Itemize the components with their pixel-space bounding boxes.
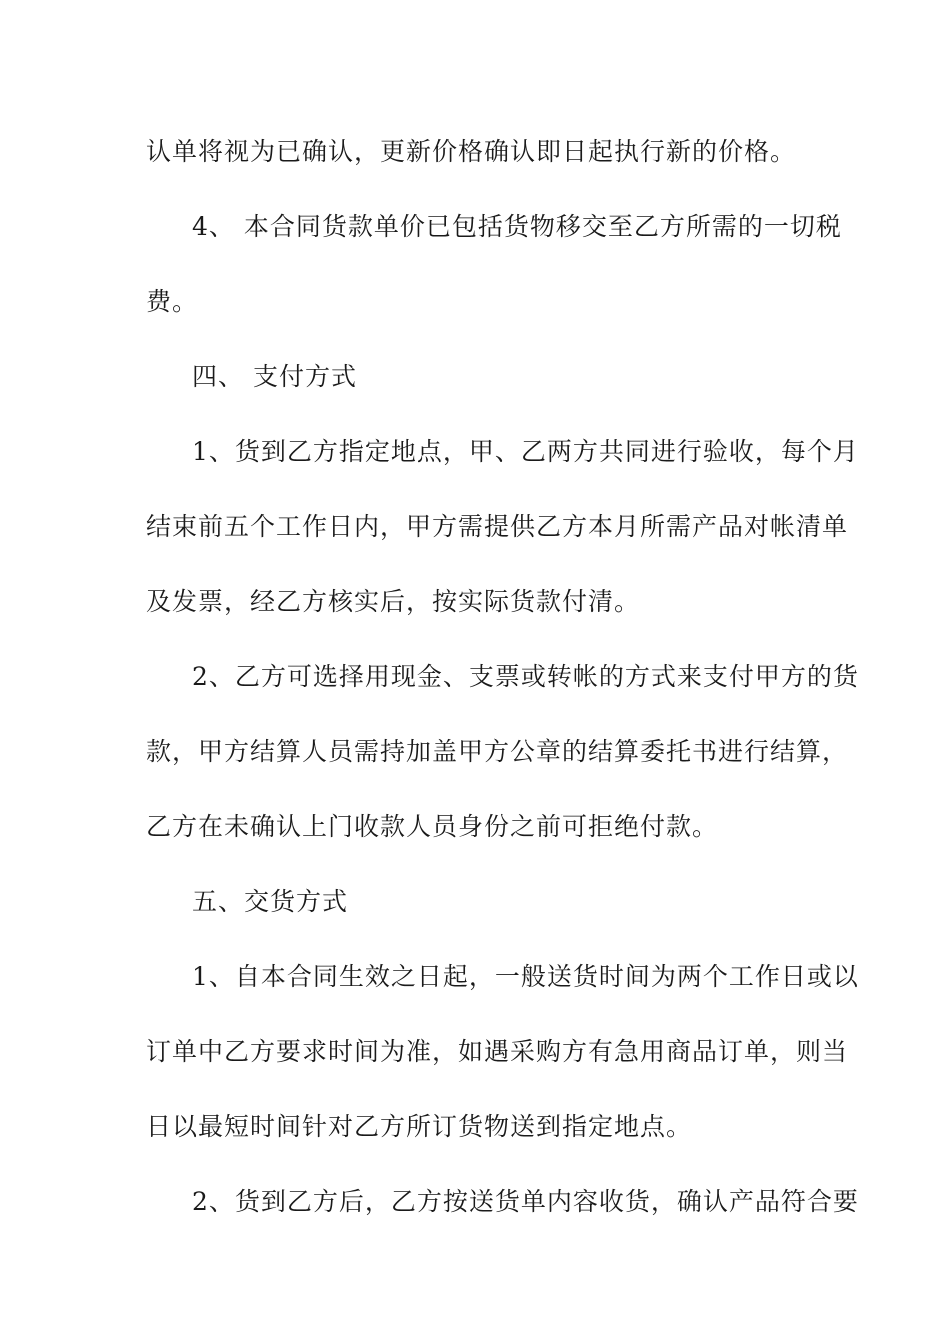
paragraph-line: 日以最短时间针对乙方所订货物送到指定地点。 xyxy=(146,1112,693,1141)
paragraph-line: 2、乙方可选择用现金、支票或转帐的方式来支付甲方的货 xyxy=(192,662,859,691)
paragraph-line: 费。 xyxy=(146,287,199,316)
paragraph-line: 及发票，经乙方核实后，按实际货款付清。 xyxy=(146,587,641,616)
paragraph-line: 2、货到乙方后，乙方按送货单内容收货，确认产品符合要 xyxy=(192,1187,859,1216)
paragraph-line: 4、 本合同货款单价已包括货物移交至乙方所需的一切税 xyxy=(192,212,842,241)
paragraph-line: 认单将视为已确认，更新价格确认即日起执行新的价格。 xyxy=(146,137,797,166)
section-heading: 四、 支付方式 xyxy=(192,362,357,391)
paragraph-line: 结束前五个工作日内，甲方需提供乙方本月所需产品对帐清单 xyxy=(146,512,849,541)
section-heading: 五、交货方式 xyxy=(192,887,349,916)
paragraph-line: 订单中乙方要求时间为准，如遇采购方有急用商品订单，则当 xyxy=(146,1037,849,1066)
paragraph-line: 款，甲方结算人员需持加盖甲方公章的结算委托书进行结算， xyxy=(146,737,849,766)
paragraph-line: 乙方在未确认上门收款人员身份之前可拒绝付款。 xyxy=(146,812,719,841)
paragraph-line: 1、自本合同生效之日起，一般送货时间为两个工作日或以 xyxy=(192,962,859,991)
paragraph-line: 1、货到乙方指定地点，甲、乙两方共同进行验收，每个月 xyxy=(192,437,859,466)
